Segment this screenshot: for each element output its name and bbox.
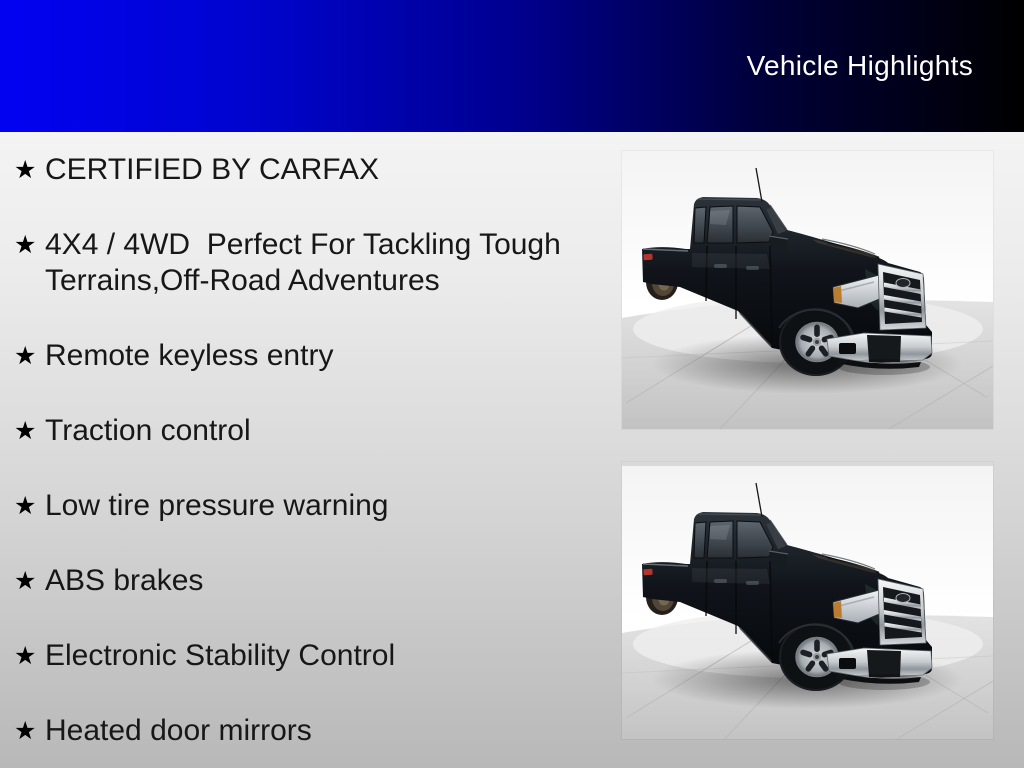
star-icon: ★ bbox=[14, 231, 37, 259]
page-title: Vehicle Highlights bbox=[746, 50, 973, 81]
list-item bbox=[14, 488, 610, 524]
star-icon: ★ bbox=[14, 156, 37, 184]
list-item-label: Heated door mirrors bbox=[45, 714, 312, 747]
truck-illustration bbox=[622, 462, 993, 739]
header-banner bbox=[0, 0, 1024, 132]
star-icon: ★ bbox=[14, 417, 37, 445]
list-item-label: Electronic Stability Control bbox=[45, 639, 396, 672]
star-icon: ★ bbox=[14, 492, 37, 520]
vehicle-photo-top bbox=[622, 151, 993, 429]
list-item-label: Traction control bbox=[45, 414, 251, 447]
vehicle-photo-bottom bbox=[622, 462, 993, 739]
star-icon: ★ bbox=[14, 717, 37, 745]
highlights-list bbox=[0, 132, 610, 768]
list-item bbox=[14, 413, 610, 449]
star-icon: ★ bbox=[14, 342, 37, 370]
star-icon: ★ bbox=[14, 642, 37, 670]
list-item bbox=[14, 713, 610, 749]
star-icon: ★ bbox=[14, 567, 37, 595]
list-item-label: Remote keyless entry bbox=[45, 339, 334, 372]
list-item-label: CERTIFIED BY CARFAX bbox=[45, 153, 379, 186]
list-item-label: 4X4 / 4WD Perfect For Tackling Tough Terrains,Off-Road Adventures bbox=[45, 228, 569, 297]
list-item bbox=[14, 338, 610, 374]
list-item-label: Low tire pressure warning bbox=[45, 489, 389, 522]
truck-illustration bbox=[622, 151, 993, 429]
list-item bbox=[14, 563, 610, 599]
list-item bbox=[14, 638, 610, 674]
list-item bbox=[14, 152, 610, 188]
list-item bbox=[14, 227, 610, 299]
list-item-label: ABS brakes bbox=[45, 564, 204, 597]
